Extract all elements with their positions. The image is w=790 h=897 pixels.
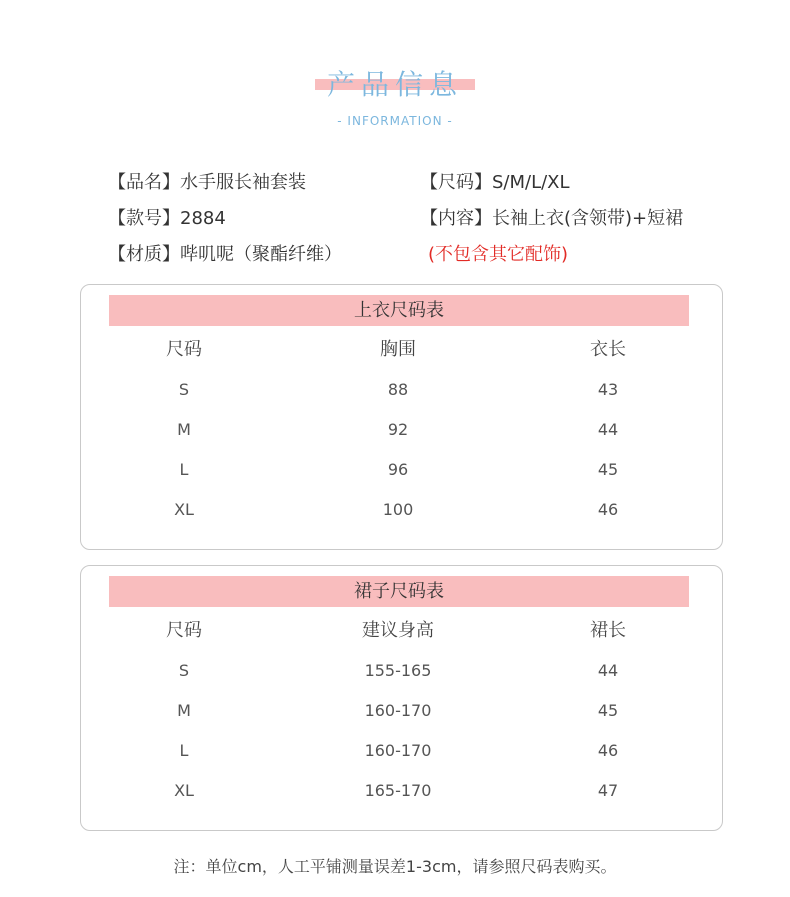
info-size-value: S/M/L/XL [492,172,570,193]
table-cell: 96 [387,460,409,479]
header-cell: 裙长 [590,620,626,641]
info-content-value: 长袖上衣(含领带)+短裙 [492,208,684,229]
top-size-header-row [81,335,724,365]
table-cell: XL [174,500,194,519]
accessories-note: (不包含其它配饰) [428,244,569,265]
table-row [81,736,724,766]
info-name-label: 【品名】 [108,172,180,193]
table-cell: 88 [387,380,409,399]
table-cell: XL [174,781,194,800]
info-code-label: 【款号】 [108,208,180,229]
header-cell: 尺码 [166,339,202,360]
info-material [108,243,342,267]
table-row [81,455,724,485]
page-title: 产品信息 [326,68,463,101]
table-cell: 160-170 [364,701,432,720]
skirt-size-card [80,565,723,831]
table-cell: M [177,701,191,720]
info-size [420,171,570,195]
info-name [108,171,306,195]
header-cell: 衣长 [590,339,626,360]
table-row [81,375,724,405]
info-content [420,207,683,231]
table-cell: S [178,380,190,399]
title-wrap [327,66,463,104]
info-material-label: 【材质】 [108,244,180,265]
table-row [81,495,724,525]
table-cell: 43 [597,380,619,399]
table-row [81,776,724,806]
table-cell: 45 [597,701,619,720]
info-material-value: 哔叽呢（聚酯纤维） [180,244,342,265]
table-cell: L [179,741,189,760]
info-name-value: 水手服长袖套装 [180,172,306,193]
table-cell: 46 [597,500,619,519]
table-cell: 160-170 [364,741,432,760]
header-cell: 胸围 [380,339,416,360]
table-cell: 47 [597,781,619,800]
header-cell: 尺码 [166,620,202,641]
info-code [108,207,226,231]
table-cell: 44 [597,661,619,680]
table-cell: 45 [597,460,619,479]
table-row [81,696,724,726]
table-cell: 155-165 [364,661,432,680]
table-cell: 100 [382,500,414,519]
page-subtitle: - INFORMATION - [337,114,453,128]
info-code-value: 2884 [180,208,226,229]
table-row [81,656,724,686]
header-cell: 建议身高 [362,620,434,641]
info-content-label: 【内容】 [420,208,492,229]
table-cell: 92 [387,420,409,439]
table-row [81,415,724,445]
info-header [0,66,790,128]
skirt-size-header-row [81,616,724,646]
table-cell: 165-170 [364,781,432,800]
table-cell: 46 [597,741,619,760]
table-cell: L [179,460,189,479]
skirt-size-table-title: 裙子尺码表 [109,576,689,607]
top-size-table-title: 上衣尺码表 [109,295,689,326]
table-cell: 44 [597,420,619,439]
table-cell: M [177,420,191,439]
info-size-label: 【尺码】 [420,172,492,193]
table-cell: S [178,661,190,680]
measurement-note: 注：单位cm，人工平铺测量误差1-3cm，请参照尺码表购买。 [173,857,617,876]
top-size-card [80,284,723,550]
